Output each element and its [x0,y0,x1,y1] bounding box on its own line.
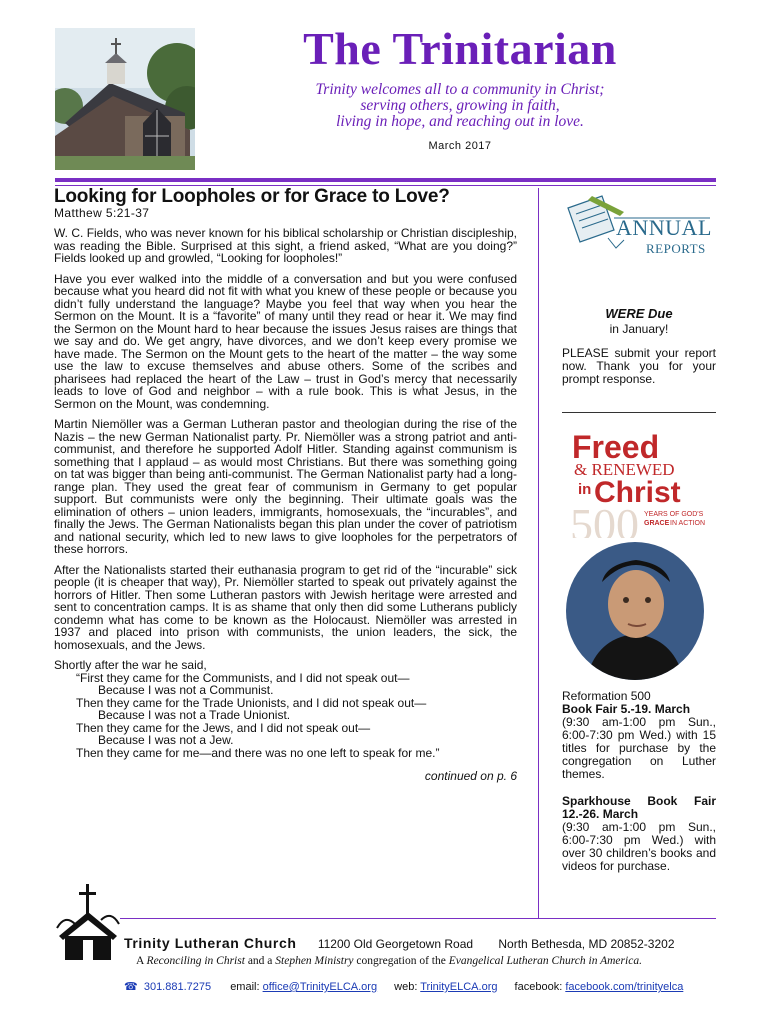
motto-line: living in hope, and reaching out in love. [336,113,584,130]
church-photo [55,28,195,170]
motto-line: Trinity welcomes all to a community in Christ; [315,81,605,98]
masthead [200,22,720,152]
tagline-part: and a [244,955,276,967]
christ-word: Christ [594,476,681,509]
footer-divider [120,918,716,919]
city-state-zip: North Bethesda, MD 20852-3202 [498,937,675,951]
footer-divider-vertical [538,900,539,918]
reports-word: REPORTS [646,241,706,256]
column-divider [538,188,539,900]
tagline-part: A [136,955,147,967]
newsletter-title: The Trinitarian [303,23,617,74]
continued-note: continued on p. 6 [424,769,517,783]
quote-line: Because I was not a Communist. [98,683,274,697]
quote-line: Then they came for the Jews, and I did not speak out— [76,720,371,735]
email-label: email: [230,981,263,993]
in-word: in [578,481,592,498]
article-paragraph: W. C. Fields, who was never known for his biblical scholarship or Christian discipleship, was reading the Bible. Surprised at this sight, a friend asked, “What are you doing?” Fields looked up and growled, “Looking for loopholes!” [54,226,517,265]
header-divider [55,178,716,182]
street-address: 11200 Old Georgetown Road [317,937,474,951]
issue-date: March 2017 [428,140,492,152]
main-article [54,186,517,783]
renewed-word: & RENEWED [574,460,675,479]
martin-luther-portrait [566,542,704,680]
quote-line: “First they came for the Communists, and I did not speak out— [76,670,410,685]
sparkhouse-notice [562,795,716,873]
niemoller-quote [54,659,517,759]
tagline-part: Reconciling in Christ [146,955,245,967]
motto-line: serving others, growing in faith, [360,97,560,114]
quote-line: Because I was not a Jew. [98,733,234,747]
annual-word: ANNUAL [616,215,712,240]
phone-number[interactable] [124,981,211,993]
tagline-action: IN ACTION [670,520,706,527]
contact-links [124,980,683,993]
article-paragraph: After the Nationalists started their euthanasia program to get rid of the “incurable” sick people (it is cheaper that way), Pr. Niemöller started to speak out privately against the horrors of Hitler. Then some Lutheran pastors with Jewish heritage were arrested and sent to concentration camps. It is as shame that only then did some Lutherans publicly condemn what has come to be known as the Holocaust. Niemöller was arrested in 1937 and placed into prison with communists, the union leaders, the sick, the homosexuals, and the Jews. [54,562,517,652]
website-link[interactable]: TrinityELCA.org [420,981,498,993]
congregation-tagline [136,955,642,967]
tagline-part: Evangelical Lutheran Church in America. [448,955,642,967]
in-january-text: in January! [609,322,669,336]
web-label: web: [394,981,421,993]
tagline-part: Stephen Ministry [275,955,354,967]
quote-line: Because I was not a Trade Unionist. [98,708,291,722]
sidebar-divider [562,412,716,413]
article-title: Looking for Loopholes or for Grace to Love? [54,186,450,207]
phone-text: 301.881.7275 [143,981,212,993]
church-contact-line [124,935,720,951]
were-due-heading: WERE Due [605,306,673,321]
tagline-years: YEARS OF GOD'S [644,511,704,518]
church-name: Trinity Lutheran Church [124,935,297,951]
scripture-reference: Matthew 5:21-37 [54,206,150,220]
quote-line: Then they came for me—and there was no one left to speak for me.” [76,745,440,760]
reformation-heading: Reformation 500 [562,689,651,703]
tagline-part: congregation of the [353,955,449,967]
church-logo [55,884,121,960]
tagline-grace: GRACE [644,520,670,527]
submit-request: PLEASE submit your report now. Thank you for your prompt response. [562,346,716,386]
book-fair-notice [562,703,716,781]
freed-renewed-logo [570,428,706,538]
quote-intro: Shortly after the war he said, [54,658,207,672]
sparkhouse-details: (9:30 am-1:00 pm Sun., 6:00-7:30 pm Wed.) with over 30 children’s books and videos for purchase. [562,820,716,873]
facebook-link[interactable]: facebook.com/trinityelca [565,981,684,993]
article-paragraph: Have you ever walked into the middle of a conversation and but you were confused because what you heard did not fit with what you knew of these people or because you didn’t fully understand the language? Maybe you feel that way when you hear the Sermon on the Mount. It is a “favorite” of many until they read or hear it. We may find the Sermon on the Mount hard to hear because the issues Jesus raises are things that we say and do. We get angry, have divorces, and we don’t keep every promise we have made. The Sermon on the Mount gets to the heart of the matter – the way some use the law to excuse themselves and abuse others. Some of the scribes and pharisees had replaced the heart of the Law – trust in God’s mercy that necessarily leads to love of God and neighbor – with a rule book. This is what Jesus, in the Sermon on the Mount, was condemning. [54,271,517,411]
five-hundred-mark: 500 [570,499,639,538]
quote-line: Then they came for the Trade Unionists, and I did not speak out— [76,695,427,710]
facebook-label: facebook: [514,981,566,993]
email-link[interactable]: office@TrinityELCA.org [262,981,378,993]
sparkhouse-title: Sparkhouse Book Fair 12.-26. March [562,794,716,821]
freed-word: Freed [572,429,660,465]
motto [200,82,720,130]
book-fair-title: Book Fair 5.-19. March [562,702,691,716]
phone-icon: ☎ [124,981,138,993]
article-paragraph: Martin Niemöller was a German Lutheran pastor and theologian during the rise of the Nazis – the new German Nationalist party. Pr. Niemöller was a strong patriot and anti-communist, and therefore he supported Adolf Hitler. Standing against communism is something that I applaud – as would most Christians. But there was something going on tat was bigger than being anti-communist. The German Nationalist party had a long-range plan. They used the great fear of communism in Germany to get popular support. But communists were only the beginning. Their ultimate goals was the elimination of others – union leaders, immigrants, homosexuals, the “incurables”, and finally the Jews. The German Nationalists began this plan under the cover of patriotism and national security, which led to new laws to give loopholes for the perpetrators of these horrors. [54,417,517,556]
book-fair-details: (9:30 am-1:00 pm Sun., 6:00-7:30 pm Wed.) with 15 titles for purchase by the congregation on Luther themes. [562,715,716,781]
